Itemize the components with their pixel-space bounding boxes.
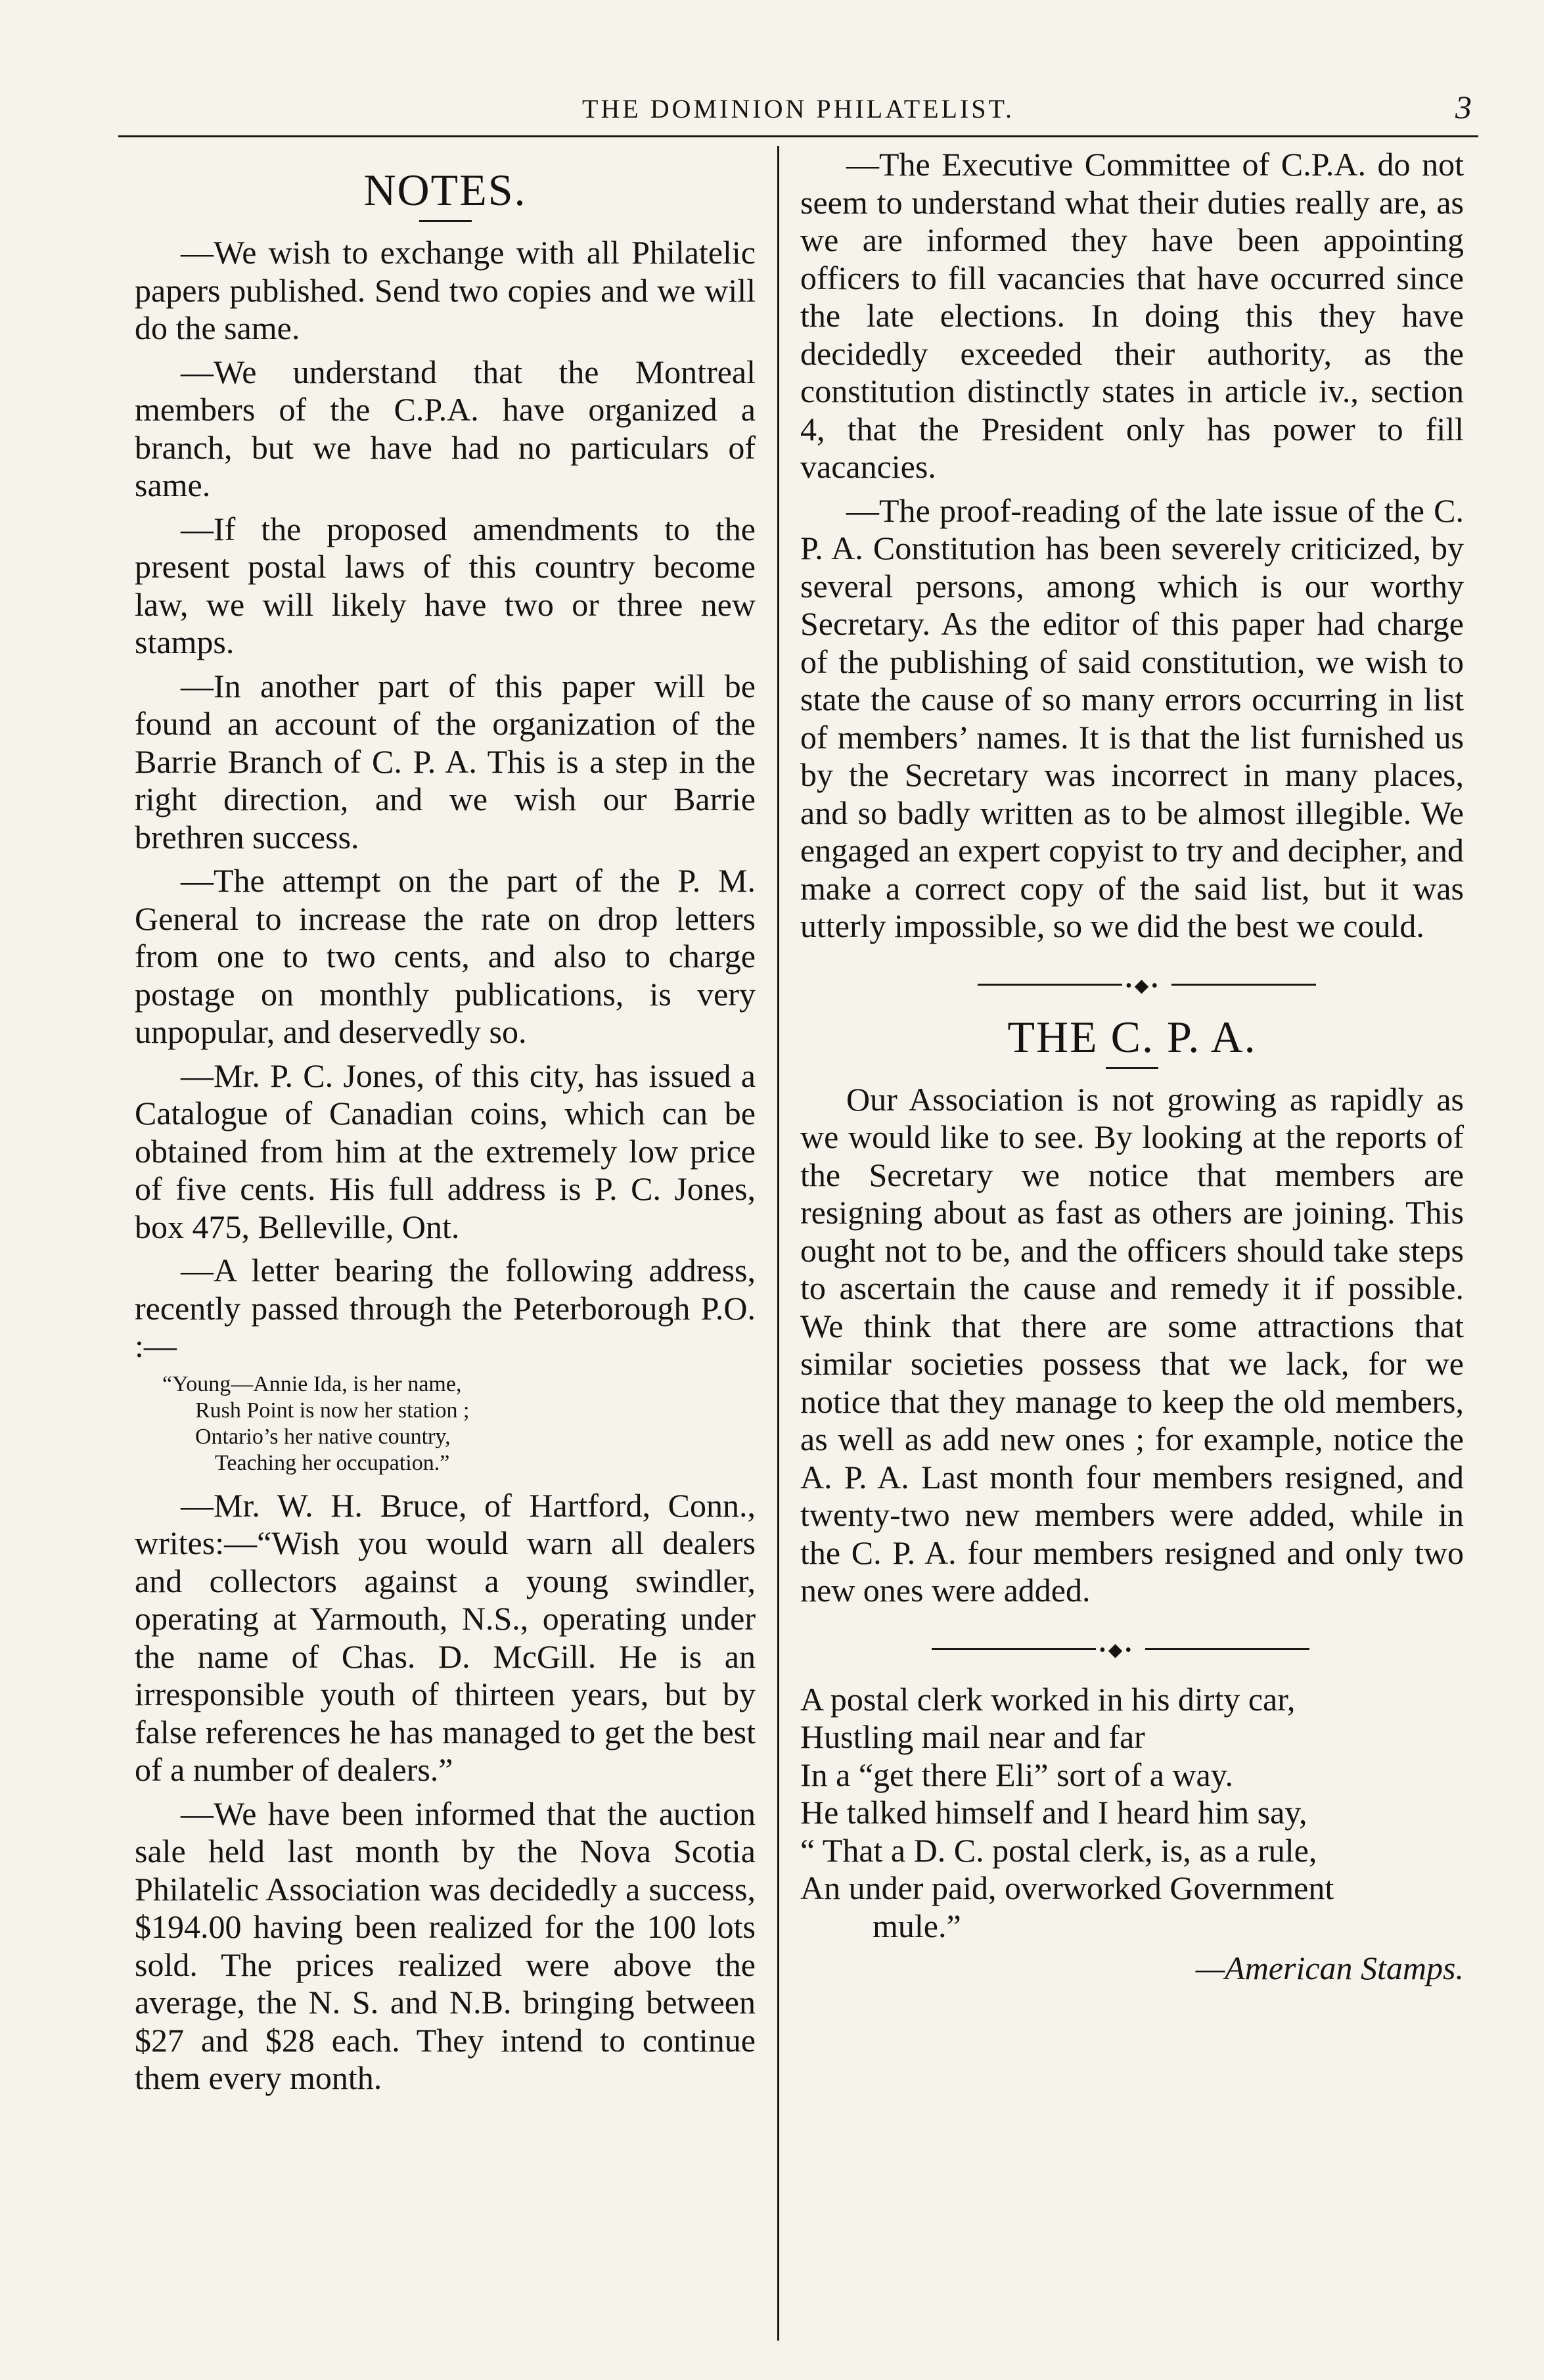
page-number: 3 [1455,89,1472,126]
poem-line: In a “get there Eli” sort of a way. [800,1756,1233,1793]
ornament-line [1145,1648,1309,1650]
section-ornament [800,965,1464,1005]
ornament-dots: •◆• [1099,1639,1135,1660]
ornament-line [1171,984,1316,986]
ornament-line [932,1648,1096,1650]
running-head [118,84,1478,143]
note-paragraph: —We understand that the Montreal members of the C.P.A. have organized a branch, but we have had no particulars of same. [135,353,756,503]
cpa-heading: THE C. P. A. [1007,1011,1257,1062]
poem-line: An under paid, overworked Government [800,1869,1334,1906]
note-paragraph: —The attempt on the part of the P. M. General to increase the rate on drop letters from one to two cents, and also to charge postage on monthly publications, is very unpopular, and deservedly so. [135,862,756,1050]
ornament-line [978,984,1122,986]
column-divider [777,146,779,2341]
poem-line: A postal clerk worked in his dirty car, [800,1680,1296,1718]
verse-line: Ontario’s her native country, [195,1424,451,1449]
poem-attribution: —American Stamps. [1195,1950,1464,1986]
running-title: THE DOMINION PHILATELIST. [581,94,1015,124]
address-verse [135,1371,756,1476]
cpa-paragraph: Our Association is not growing as rapidly as we would like to see. By looking at the reports of the Secretary we notice that members are resigning about as fast as others are joining. This ought not to be, and the officers should take steps to ascertain the cause and remedy it if possible. We think that there are some attractions that similar societies possess that we lack, for we notice that they manage to keep the old members, as well as add new ones ; for example, notice the A. P. A. Last month four members resigned, and twenty-two new members were added, while in the C. P. A. four members resigned and only two new ones were added. [800,1080,1464,1609]
left-column [135,146,756,2103]
poem-line: “ That a D. C. postal clerk, is, as a rule, [800,1831,1317,1869]
poem-line: Hustling mail near and far [800,1718,1145,1755]
note-paragraph: —We have been informed that the auction sale held last month by the Nova Scotia Philatelic Association was decidedly a success, $194.00 having been realized for the 100 lots sold. The prices realized were above the average, the N. S. and N.B. bringing between $27 and $28 each. They intend to continue them every month. [135,1795,756,2096]
section-ornament [800,1630,1464,1669]
note-paragraph: —In another part of this paper will be found an account of the organization of the Barrie Branch of C. P. A. This is a step in the right direction, and we wish our Barrie brethren success. [135,667,756,856]
poem-line: mule.” [873,1907,961,1944]
note-paragraph: —We wish to exchange with all Philatelic papers published. Send two copies and we will do the same. [135,234,756,346]
header-rule [118,135,1478,137]
note-paragraph: —The proof-reading of the late issue of the C. P. A. Constitution has been severely criticized, by several persons, among which is our worthy Secretary. As the editor of this paper had charge of the publishing of said constitution, we wish to state the cause of so many errors occurring in list of members’ names. It is that the list furnished us by the Secretary was incorrect in many places, and so badly written as to be almost illegible. We engaged an expert copyist to try and decipher, and make a correct copy of the said list, but it was utterly impossible, so we did the best we could. [800,492,1464,944]
postal-clerk-poem [800,1681,1464,1946]
note-paragraph: —Mr. P. C. Jones, of this city, has issued a Catalogue of Canadian coins, which can be obtained from him at the extremely low price of five cents. His full address is P. C. Jones, box 475, Belleville, Ont. [135,1057,756,1245]
notes-heading: NOTES. [363,165,527,215]
heading-rule [1106,1067,1158,1069]
note-paragraph: —If the proposed amendments to the present postal laws of this country become law, we will likely have two or three new stamps. [135,510,756,660]
heading-rule [419,220,472,222]
note-paragraph: —Mr. W. H. Bruce, of Hartford, Conn., writes:—“Wish you would warn all dealers and collectors against a young swindler, operating at Yarmouth, N.S., operating under the name of Chas. D. McGill. He is an irresponsible youth of thirteen years, but by false references he has managed to get the best of a number of dealers.” [135,1486,756,1788]
verse-line: Rush Point is now her station ; [195,1398,470,1423]
right-column [800,146,1464,1987]
ornament-dots: •◆• [1125,975,1161,996]
verse-line: Teaching her occupation.” [215,1450,450,1475]
verse-line: “Young—Annie Ida, is her name, [162,1371,462,1396]
note-paragraph: —A letter bearing the following address, recently passed through the Peterborough P.O. :— [135,1252,756,1364]
poem-line: He talked himself and I heard him say, [800,1794,1307,1831]
note-paragraph: —The Executive Committee of C.P.A. do not seem to understand what their duties really are, as we are informed they have been appointing officers to fill vacancies that have occurred since the late elections. In doing this they have decidedly exceeded their authority, as the constitution distinctly states in article iv., section 4, that the President only has power to fill vacancies. [800,146,1464,485]
